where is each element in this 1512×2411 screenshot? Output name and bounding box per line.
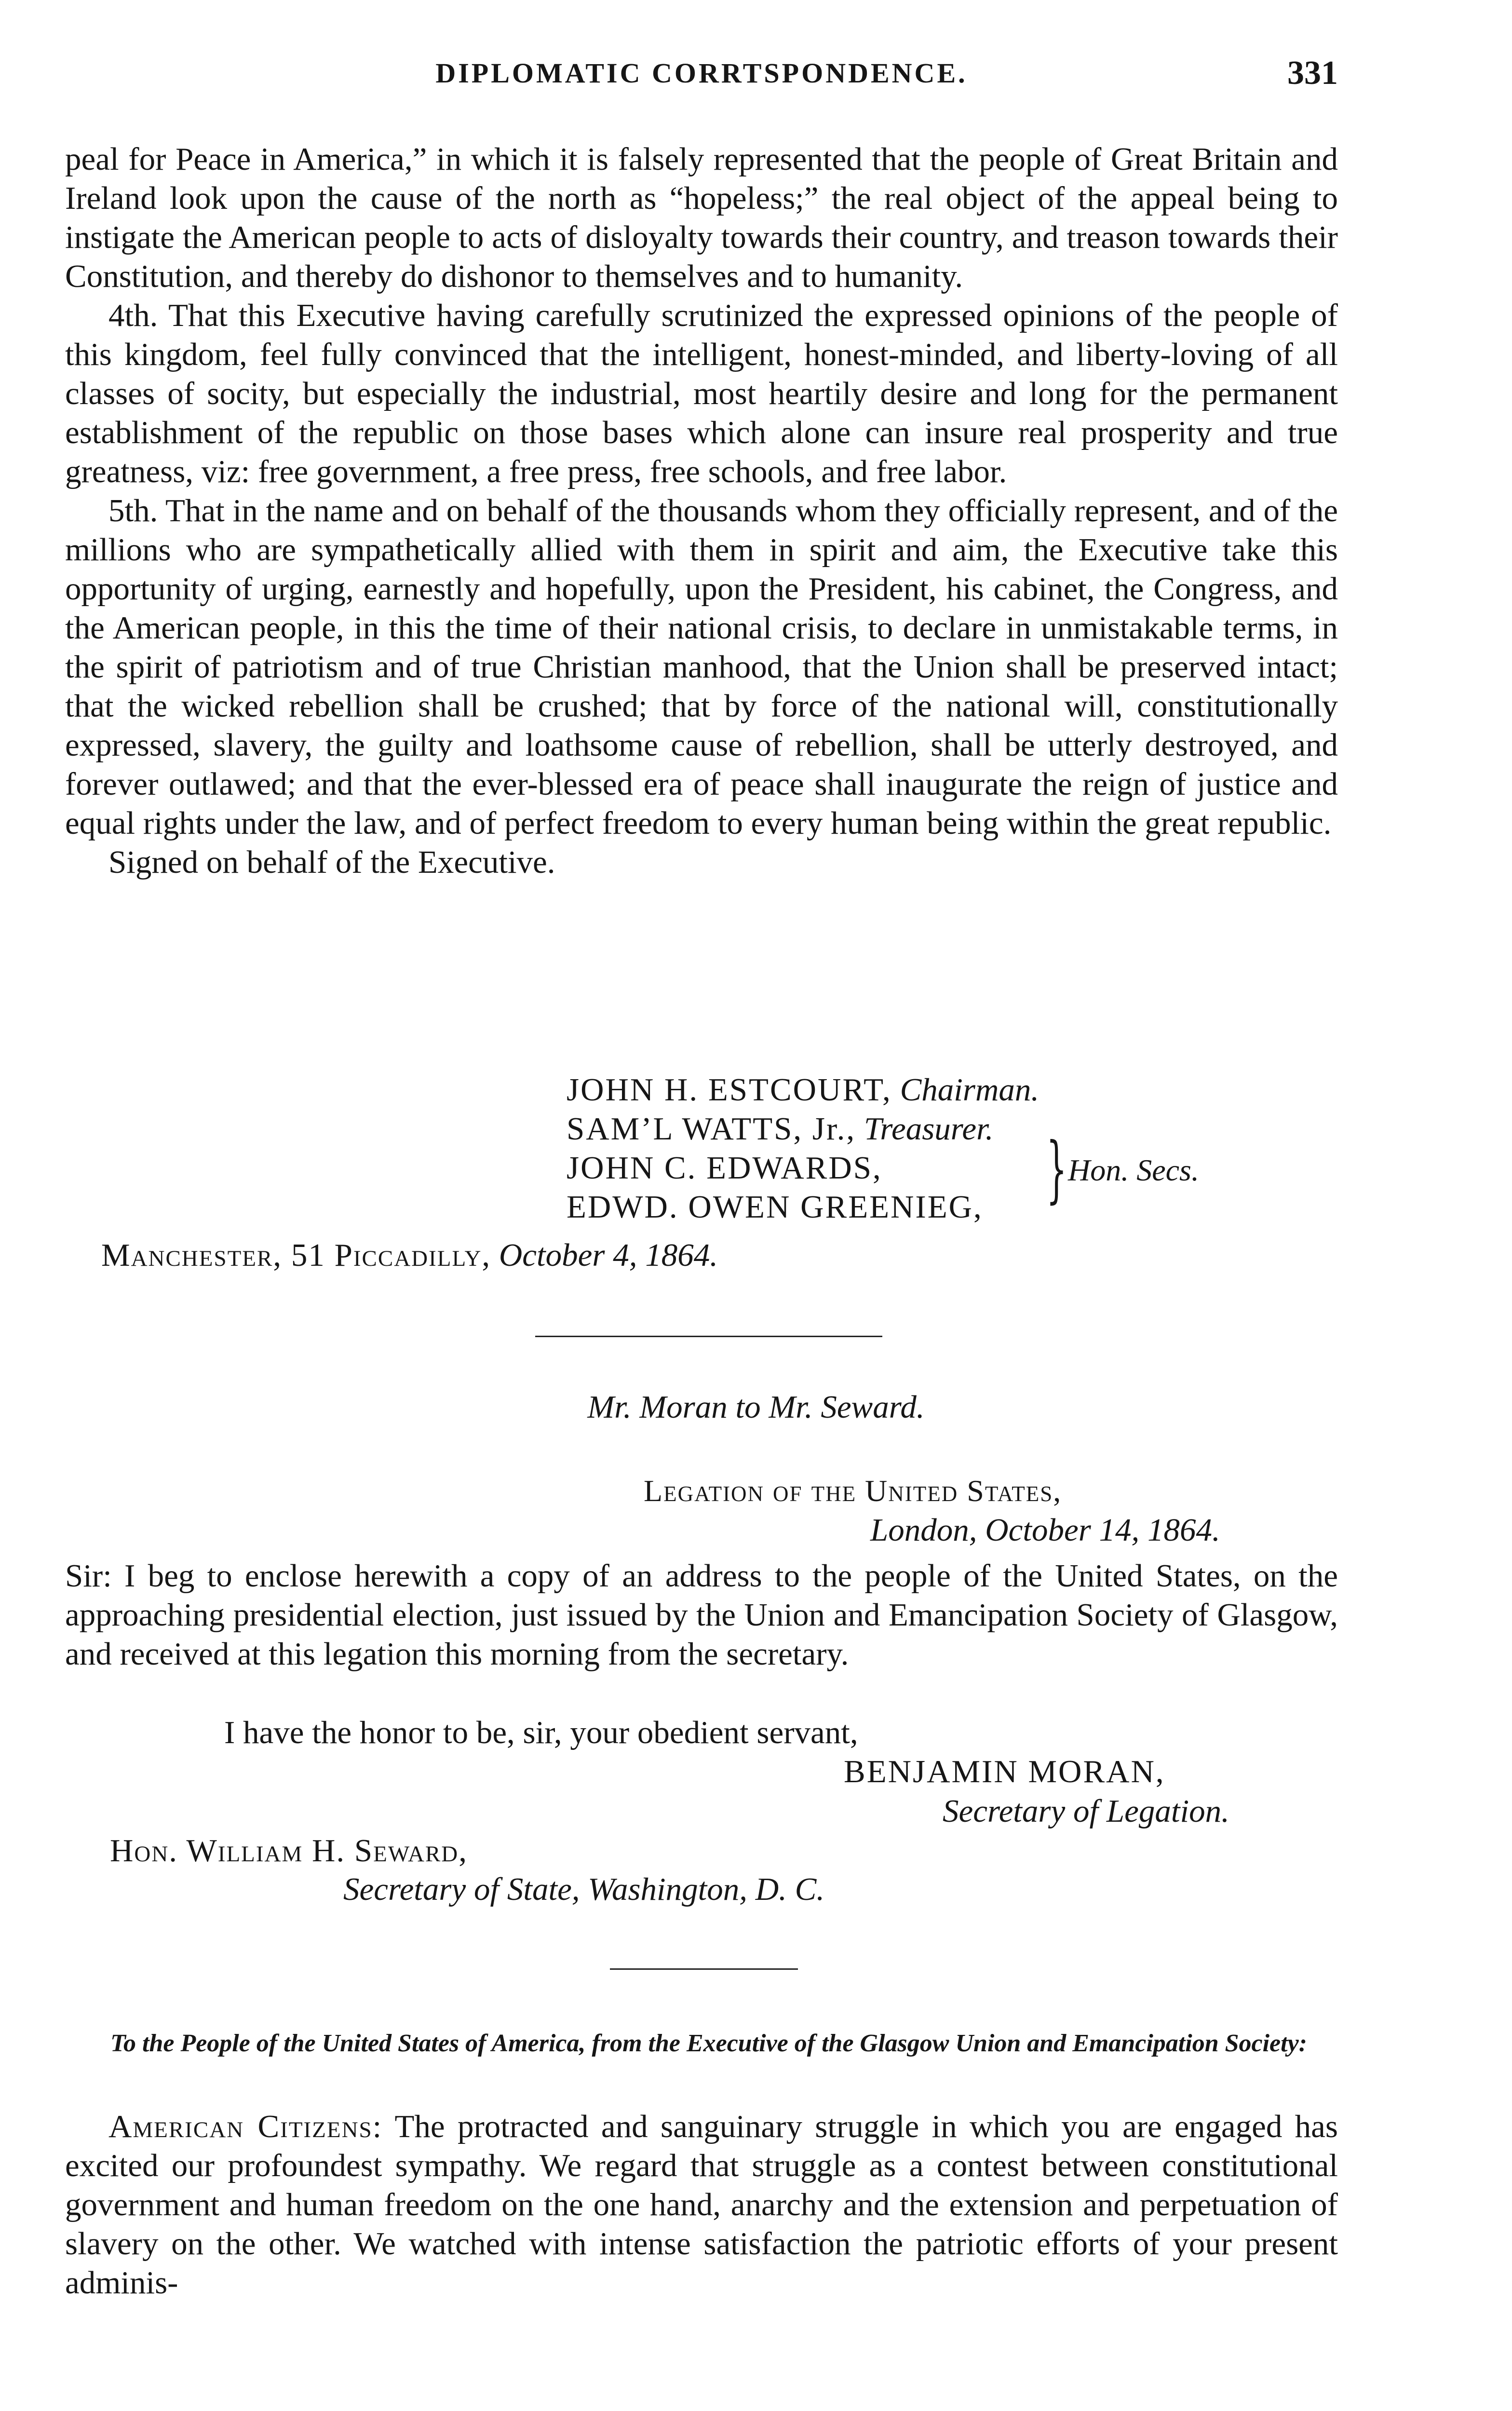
signatory-name: SAM’L WATTS, Jr., <box>567 1111 856 1147</box>
signatory-name: JOHN H. ESTCOURT, <box>567 1072 892 1108</box>
place-date-line <box>101 1237 718 1274</box>
legation-line: Legation of the United States, <box>644 1474 1062 1508</box>
closing-line: I have the honor to be, sir, your obedient servant, <box>224 1715 858 1750</box>
place-text: Manchester, 51 Piccadilly, <box>101 1237 491 1273</box>
address-paragraph <box>65 2107 1338 2303</box>
address-text: The protracted and sanguinary struggle in which you are engaged has excited our profoundest sympathy. We regard that struggle as a contest between constitutional government and human freedom on the one hand, anarchy and the extension and perpetuation of slavery on the other. We watched with intense satisfaction the patriotic efforts of your present adminis- <box>65 2109 1338 2301</box>
letter2-paragraph: Sir: I beg to enclose herewith a copy of an address to the people of the United States, on the approaching presidential election, just issued by the Union and Emancipation Society of Glasgow, and received at this legation this morning from the secretary. <box>65 1558 1338 1672</box>
signatory-title: Treasurer. <box>864 1111 994 1147</box>
letter1-body <box>65 140 1338 882</box>
legation-place-date: London, October 14, 1864. <box>870 1512 1220 1548</box>
paragraph-appeal: peal for Peace in America,” in which it is falsely represented that the people of Great Britain and Ireland look upon the cause of the north as “hopeless;” the real object of the appeal being to instigate the American people to acts of disloyalty towards their country, and treason towards their Constitution, and thereby do dishonor to themselves and to humanity. <box>65 141 1338 294</box>
date-text: October 4, 1864. <box>499 1237 718 1273</box>
page-header <box>65 54 1338 100</box>
signatory-chairman <box>567 1070 1039 1110</box>
running-title: DIPLOMATIC CORRTSPONDENCE. <box>435 57 968 89</box>
letter2-body <box>65 1557 1338 1674</box>
signatory-title: Chairman. <box>900 1072 1040 1108</box>
signatory-secretary-2 <box>567 1188 983 1227</box>
page-number: 331 <box>1287 54 1338 92</box>
addressee-name: Hon. William H. Seward, <box>110 1833 468 1869</box>
brace-glyph: } <box>1046 1127 1067 1211</box>
paragraph-5th: 5th. That in the name and on behalf of the thousands whom they officially represent, and of the millions who are sympathetically allied with them in spirit and aim, the Executive take this opportunity of urging, earnestly and hopefully, upon the President, his cabinet, the Congress, and the American people, in this the time of their national crisis, to declare in unmistakable terms, in the spirit of patriotism and of true Christian manhood, that the Union shall be preserved intact; that the wicked rebellion shall be crushed; that by force of the national will, constitutionally expressed, slavery, the guilty and loathsome cause of rebellion, shall be utterly destroyed, and forever outlawed; and that the ever-blessed era of peace shall inaugurate the reign of justice and equal rights under the law, and of perfect freedom to every human being within the great republic. <box>65 493 1338 841</box>
signed-line: Signed on behalf of the Executive. <box>108 844 555 880</box>
signatory-secretary-1 <box>567 1149 882 1188</box>
letter2-heading: Mr. Moran to Mr. Seward. <box>587 1389 925 1425</box>
address-title: To the People of the United States of America, from the Executive of the Glasgow Union and Emancipation Society: <box>110 2030 1307 2057</box>
section-divider-2 <box>610 1968 798 1970</box>
signatory-treasurer <box>567 1110 994 1149</box>
address-salutation: American Citizens: <box>108 2109 383 2144</box>
signatory-name: JOHN C. EDWARDS, <box>567 1150 882 1186</box>
section-divider-1 <box>535 1336 882 1337</box>
signatory-name: EDWD. OWEN GREENIEG, <box>567 1189 983 1225</box>
addressee-title: Secretary of State, Washington, D. C. <box>343 1871 825 1907</box>
paragraph-4th: 4th. That this Executive having carefully scrutinized the expressed opinions of the people of this kingdom, feel fully convinced that the intelligent, honest-minded, and liberty-loving of all classes of socity, but especially the industrial, most heartily desire and long for the permanent establishment of the republic on those bases which alone can insure real prosperity and true greatness, viz: free government, a free press, free schools, and free labor. <box>65 298 1338 489</box>
address-body <box>65 2107 1338 2303</box>
hon-secs-label: Hon. Secs. <box>1068 1153 1199 1187</box>
signer-title: Secretary of Legation. <box>943 1793 1229 1829</box>
signer-name: BENJAMIN MORAN, <box>844 1754 1165 1789</box>
